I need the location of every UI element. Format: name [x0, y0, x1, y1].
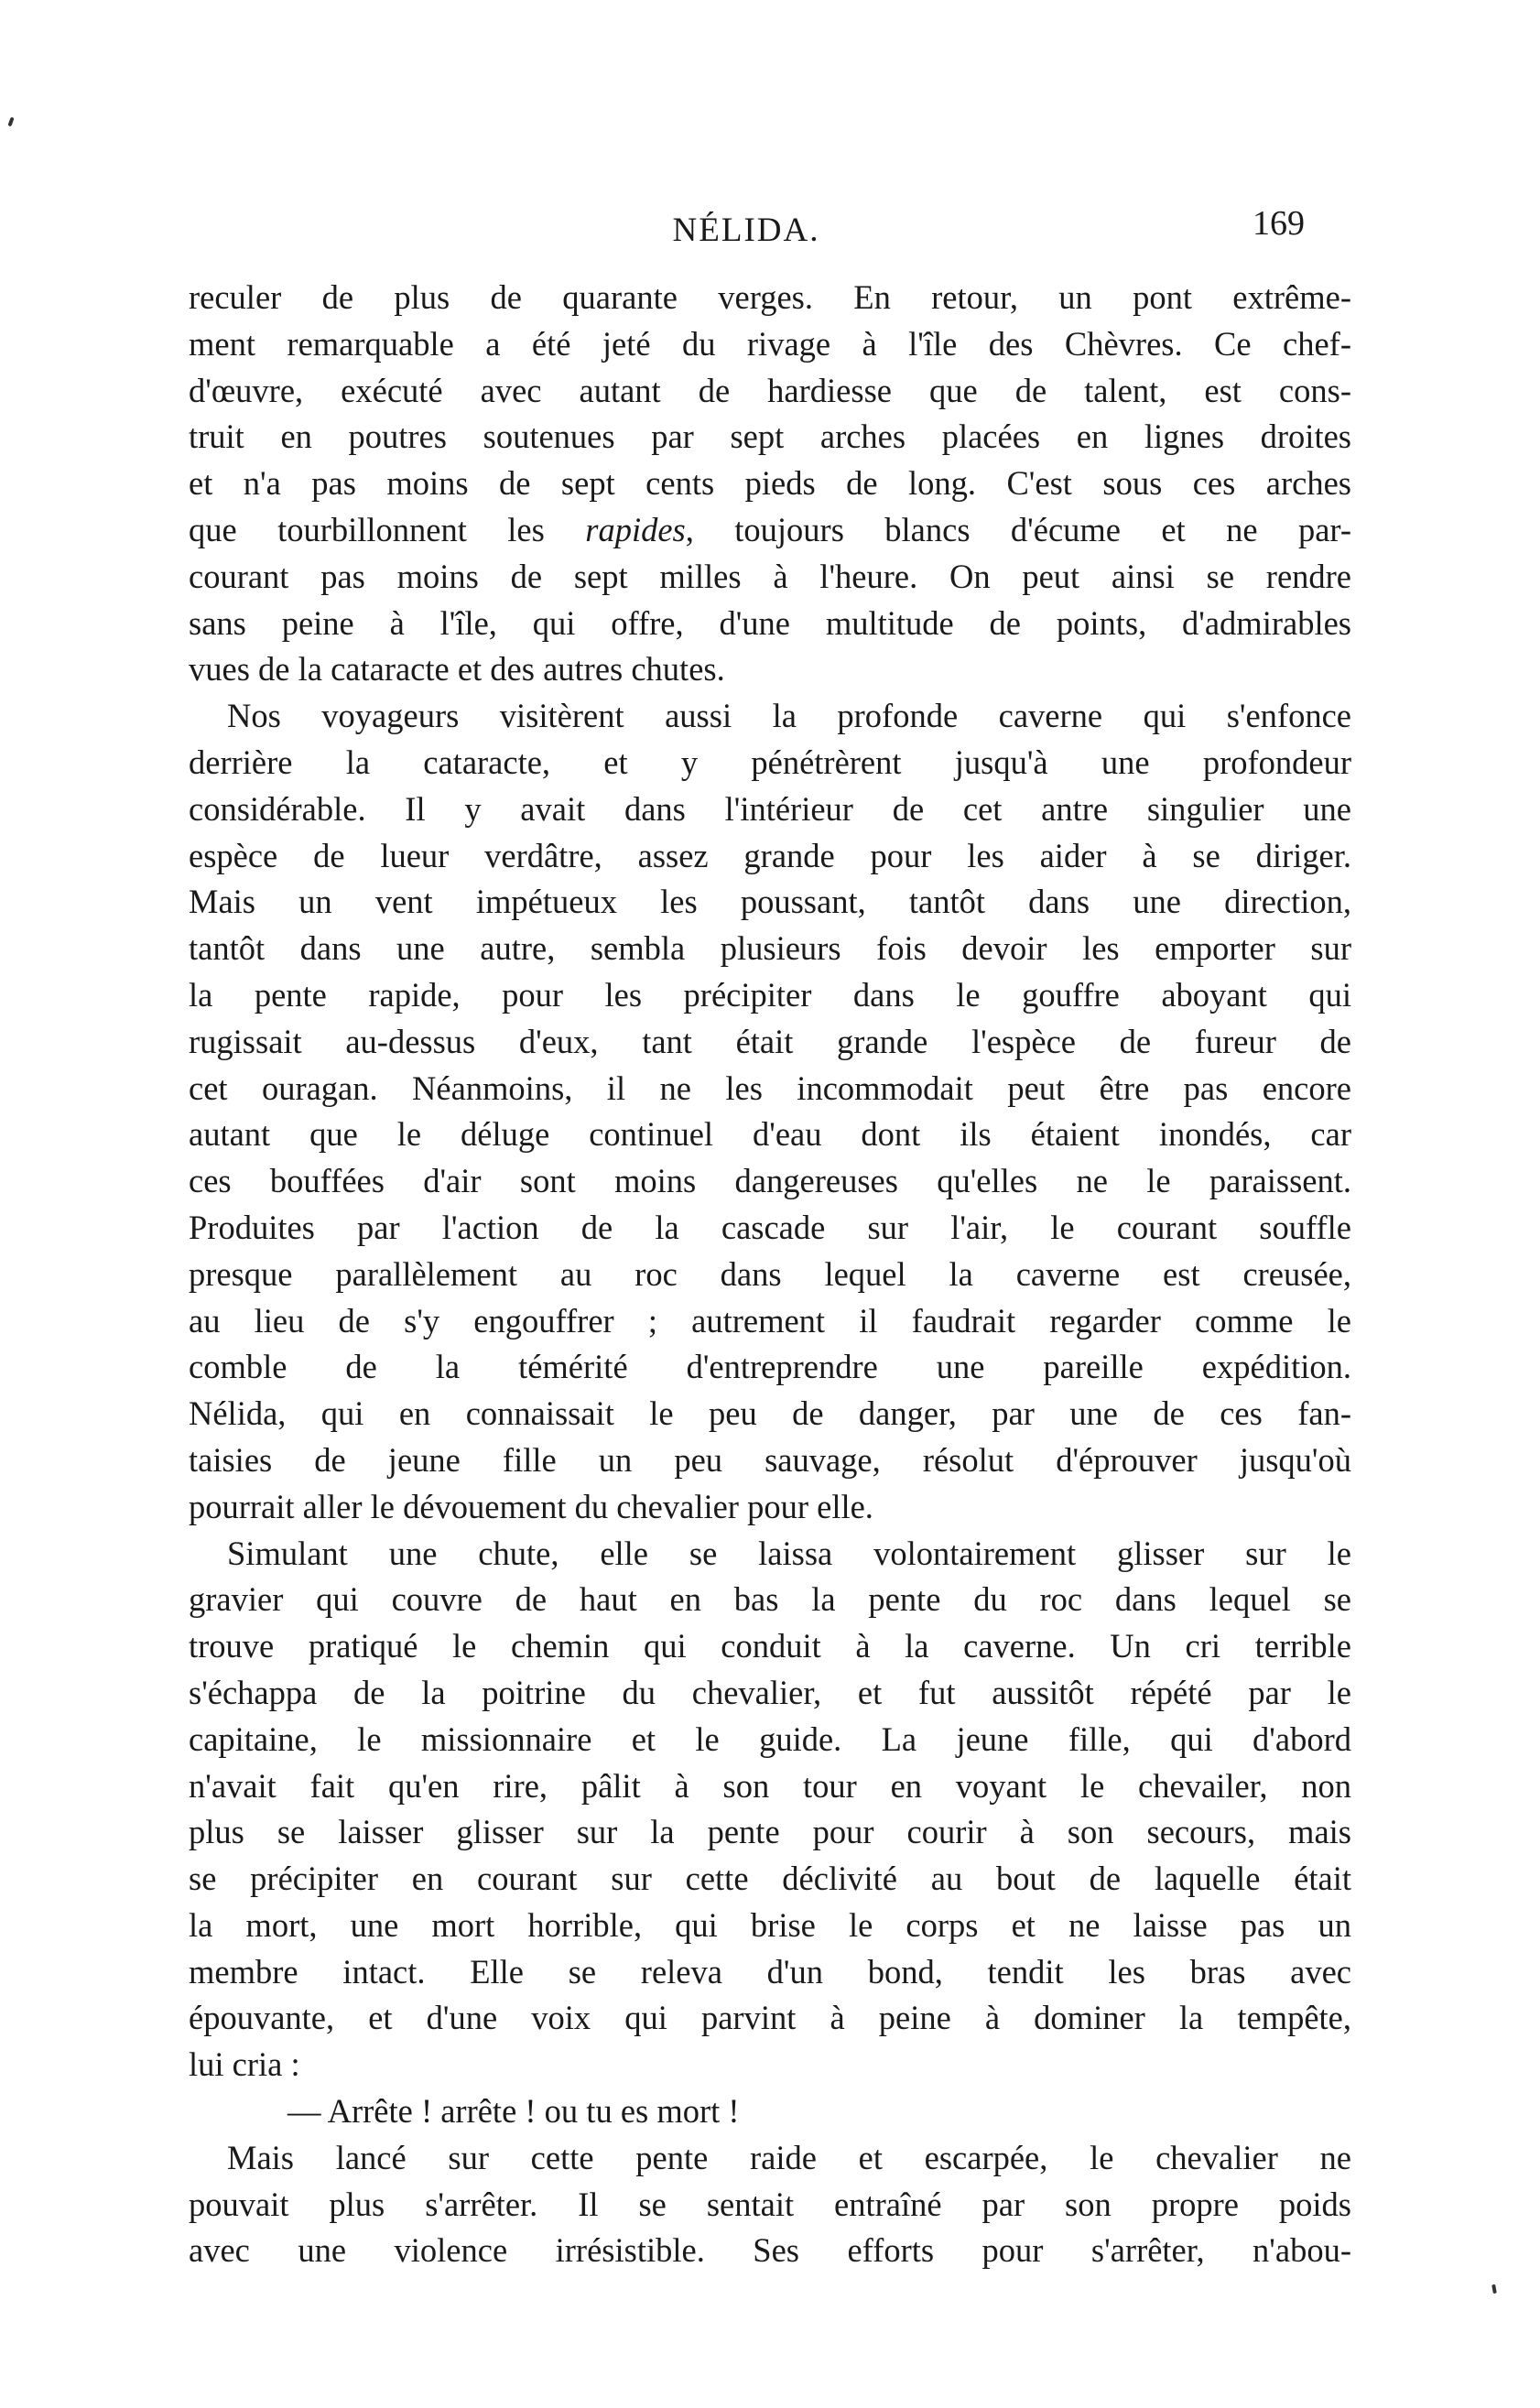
text-line: taisies de jeune fille un peu sauvage, résolut d'éprouver jusqu'où [189, 1440, 1351, 1479]
text-line: courant pas moins de sept milles à l'heure. On peut ainsi se rendre [189, 557, 1351, 595]
text-line: reculer de plus de quarante verges. En retour, un pont extrême- [189, 278, 1351, 316]
running-title: NÉLIDA. [672, 212, 820, 249]
text-line: se précipiter en courant sur cette déclivité au bout de laquelle était [189, 1860, 1351, 1898]
text-line: Mais un vent impétueux les poussant, tantôt dans une direction, [189, 883, 1351, 921]
text-line: considérable. Il y avait dans l'intérieur de cet antre singulier une [189, 789, 1351, 828]
text-line: pouvait plus s'arrêter. Il se sentait entraîné par son propre poids [189, 2185, 1351, 2223]
text-line: s'échappa de la poitrine du chevalier, et fut aussitôt répété par le [189, 1673, 1351, 1711]
text-line: Nélida, qui en connaissait le peu de danger, par une de ces fan- [189, 1394, 1351, 1433]
text-line: derrière la cataracte, et y pénétrèrent jusqu'à une profondeur [189, 743, 1351, 781]
text-line: espèce de lueur verdâtre, assez grande pour les aider à se diriger. [189, 836, 1351, 874]
text-line: Mais lancé sur cette pente raide et escarpée, le chevalier ne [227, 2138, 1351, 2176]
text-line: n'avait fait qu'en rire, pâlit à son tour en voyant le chevailer, non [189, 1766, 1351, 1805]
text-line: capitaine, le missionnaire et le guide. La jeune fille, qui d'abord [189, 1719, 1351, 1758]
body-text [189, 275, 1351, 2274]
text-line: rugissait au-dessus d'eux, tant était grande l'espèce de fureur de [189, 1022, 1351, 1060]
text-line: au lieu de s'y engouffrer ; autrement il faudrait regarder comme le [189, 1301, 1351, 1340]
text-line: que tourbillonnent les rapides, toujours blancs d'écume et ne par- [189, 510, 1351, 548]
text-line: trouve pratiqué le chemin qui conduit à la caverne. Un cri terrible [189, 1627, 1351, 1665]
page-number: 169 [1253, 204, 1305, 243]
text-line: avec une violence irrésistible. Ses efforts pour s'arrêter, n'abou- [189, 2231, 1351, 2270]
running-header [188, 203, 1305, 258]
italic-word: rapides [585, 510, 686, 548]
text-line: lui cria : [189, 2045, 300, 2084]
text-line: ces bouffées d'air sont moins dangereuses qu'elles ne le paraissent. [189, 1162, 1351, 1200]
print-speck-mark [7, 117, 14, 127]
text-line: la mort, une mort horrible, qui brise le corps et ne laisse pas un [189, 1905, 1351, 1944]
text-line: et n'a pas moins de sept cents pieds de long. C'est sous ces arches [189, 464, 1351, 503]
text-line: comble de la témérité d'entreprendre une pareille expédition. [189, 1348, 1351, 1386]
text-line: sans peine à l'île, qui offre, d'une multitude de points, d'admirables [189, 603, 1351, 642]
text-line: Produites par l'action de la cascade sur l'air, le courant souffle [189, 1208, 1351, 1246]
text-line: autant que le déluge continuel d'eau dont ils étaient inondés, car [189, 1115, 1351, 1154]
text-line: épouvante, et d'une voix qui parvint à peine à dominer la tempête, [189, 1999, 1351, 2037]
text-line: tantôt dans une autre, sembla plusieurs fois devoir les emporter sur [189, 929, 1351, 968]
text-line: pourrait aller le dévouement du chevalier pour elle. [189, 1487, 873, 1525]
text-line: vues de la cataracte et des autres chutes. [189, 650, 725, 689]
print-speck-mark [1491, 2284, 1497, 2294]
text-line: gravier qui couvre de haut en bas la pente du roc dans lequel se [189, 1580, 1351, 1619]
text-line: ment remarquable a été jeté du rivage à l'île des Chèvres. Ce chef- [189, 324, 1351, 363]
text-line: cet ouragan. Néanmoins, il ne les incommodait peut être pas encore [189, 1068, 1351, 1107]
text-line: membre intact. Elle se releva d'un bond, tendit les bras avec [189, 1952, 1351, 1990]
text-line: la pente rapide, pour les précipiter dans le gouffre aboyant qui [189, 975, 1351, 1014]
text-line: d'œuvre, exécuté avec autant de hardiesse que de talent, est cons- [189, 371, 1351, 409]
text-line: — Arrête ! arrête ! ou tu es mort ! [287, 2092, 740, 2131]
text-line: presque parallèlement au roc dans lequel la caverne est creusée, [189, 1254, 1351, 1293]
text-line: Simulant une chute, elle se laissa volontairement glisser sur le [227, 1534, 1351, 1572]
text-line: plus se laisser glisser sur la pente pour courir à son secours, mais [189, 1813, 1351, 1851]
text-line: truit en poutres soutenues par sept arches placées en lignes droites [189, 418, 1351, 456]
text-line: Nos voyageurs visitèrent aussi la profonde caverne qui s'enfonce [227, 697, 1351, 735]
